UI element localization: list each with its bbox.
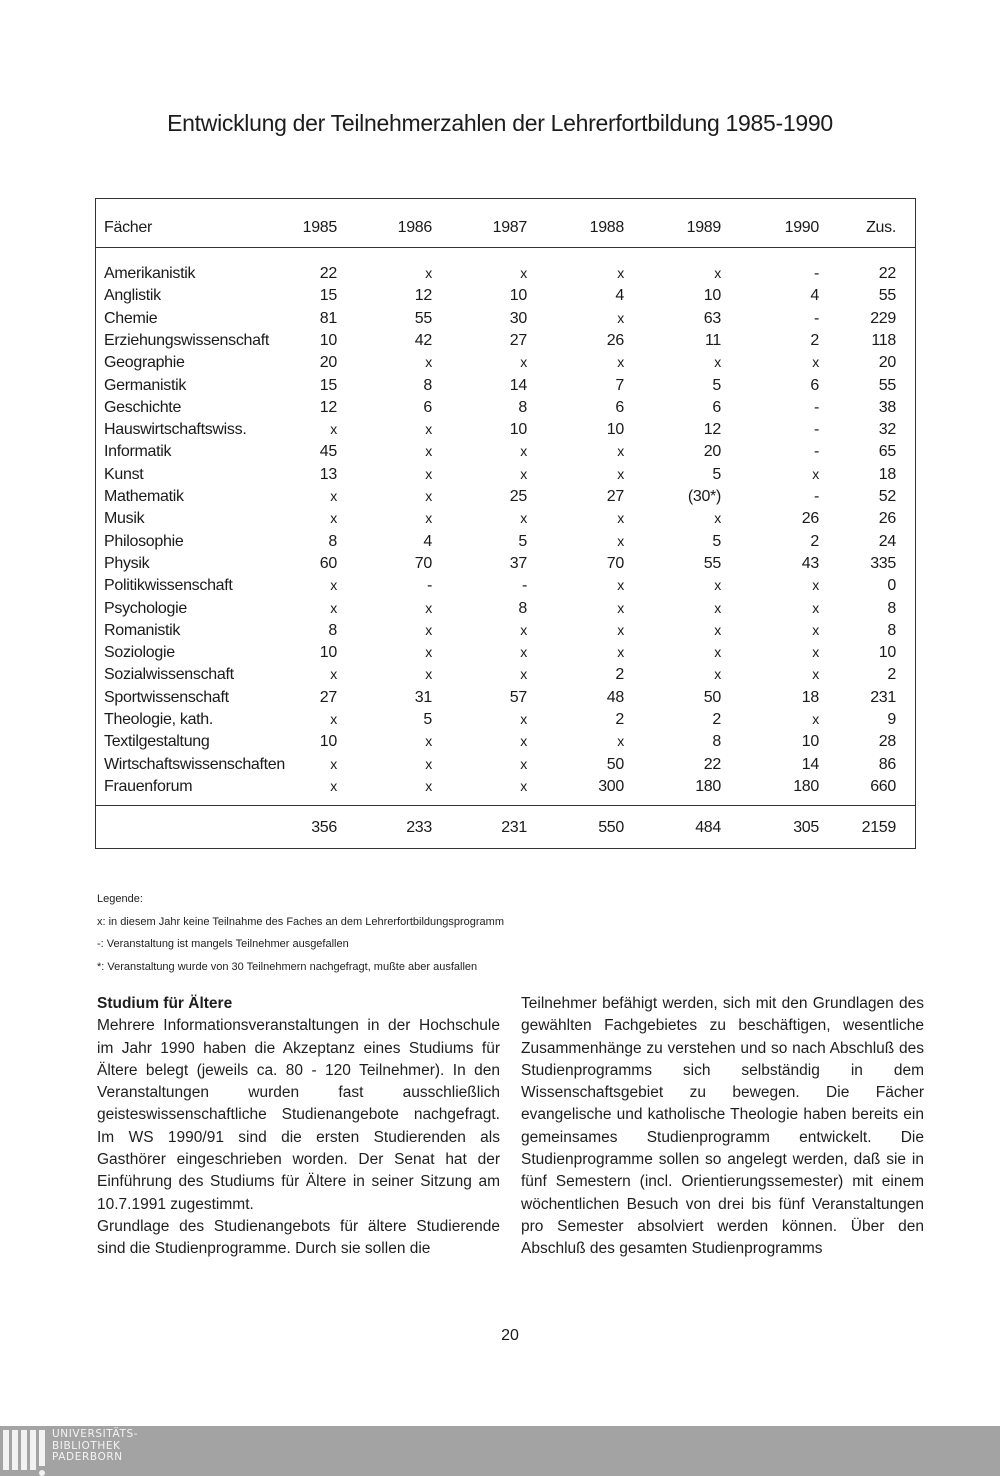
cell-value: x — [812, 577, 819, 594]
cell-value: 11 — [704, 331, 721, 349]
table-row — [96, 733, 915, 755]
total-1985: 356 — [311, 819, 337, 836]
cell-value: 30 — [509, 309, 527, 327]
subject-name: Wirtschaftswissenschaften — [104, 755, 286, 773]
cell-value: 55 — [878, 287, 896, 305]
cell-value: 22 — [319, 265, 337, 282]
cell-value: x — [330, 488, 337, 504]
cell-value: x — [617, 510, 624, 527]
article-heading: Studium für Ältere — [97, 995, 233, 1012]
cell-value: 8 — [328, 621, 337, 639]
cell-value: 2 — [615, 711, 624, 728]
table-row — [96, 711, 915, 733]
header-total: Zus. — [866, 219, 896, 236]
table-row — [96, 310, 915, 332]
cell-value: x — [714, 621, 721, 638]
cell-value: 24 — [878, 532, 896, 550]
cell-value: 70 — [414, 554, 432, 572]
subject-name: Politikwissenschaft — [104, 577, 233, 595]
grand-total: 2159 — [861, 819, 896, 836]
cell-value: 180 — [793, 777, 819, 795]
cell-value: 57 — [509, 688, 527, 706]
cell-value: x — [812, 666, 819, 683]
table-row — [96, 421, 915, 443]
cell-value: x — [425, 510, 432, 527]
total-1986: 233 — [406, 819, 432, 836]
cell-value: x — [812, 354, 819, 371]
cell-value: 14 — [801, 755, 819, 773]
cell-value: 38 — [878, 398, 896, 416]
cell-value: - — [813, 443, 819, 461]
cell-value: 8 — [887, 599, 896, 617]
cell-value: x — [425, 599, 432, 616]
legend-item-asterisk: *: Veranstaltung wurde von 30 Teilnehmern nachgefragt, mußte aber ausfallen — [97, 960, 478, 973]
cell-value: 10 — [606, 421, 624, 439]
cell-value: x — [425, 644, 432, 661]
cell-value: 300 — [598, 777, 624, 795]
cell-value: 5 — [712, 532, 721, 550]
header-1990: 1990 — [784, 219, 819, 236]
cell-value: 8 — [518, 398, 527, 416]
cell-value: x — [425, 421, 432, 438]
cell-value: 15 — [319, 287, 337, 305]
cell-value: 10 — [319, 331, 337, 349]
article-paragraph: Mehrere Informationsveranstaltungen in der Hochschule im Jahr 1990 haben die Akzeptanz eines Studiums für Ältere belegt (jeweils ca. 80 - 120 Teilnehmer). In den Veranstaltungen wurden fast ausschließlich geisteswissenschaftliche Studienangebote nachgefragt. Im WS 1990/91 sind die ersten Studierenden als Gasthörer eingeschrieben worden. Der Senat hat der Einführung des Studiums für Ältere in seiner Sitzung am 10.7.1991 zugestimmt. — [97, 1017, 500, 1213]
header-1985: 1985 — [302, 219, 337, 236]
cell-value: 10 — [509, 421, 527, 439]
cell-value: 55 — [414, 309, 432, 327]
total-1987: 231 — [501, 819, 527, 836]
cell-value: x — [812, 599, 819, 616]
cell-value: 50 — [606, 755, 624, 773]
cell-value: - — [521, 577, 527, 595]
cell-value: x — [330, 711, 337, 727]
cell-value: 5 — [518, 532, 527, 550]
cell-value: x — [425, 666, 432, 683]
table-row — [96, 533, 915, 555]
library-name-line-1: UNIVERSITÄTS- — [52, 1428, 139, 1440]
cell-value: 26 — [801, 510, 819, 528]
cell-value: x — [330, 510, 337, 527]
article-left-column — [97, 993, 500, 1261]
cell-value: x — [330, 755, 337, 772]
cell-value: 9 — [887, 711, 896, 728]
cell-value: 10 — [319, 644, 337, 662]
table-row — [96, 555, 915, 577]
cell-value: - — [813, 398, 819, 416]
total-1989: 484 — [695, 819, 721, 836]
cell-value: x — [425, 354, 432, 371]
cell-value: x — [425, 755, 432, 772]
cell-value: 8 — [518, 599, 527, 617]
cell-value: x — [812, 465, 819, 482]
cell-value: 86 — [878, 755, 896, 773]
cell-value: 27 — [606, 488, 624, 505]
table-row — [96, 466, 915, 488]
cell-value: x — [520, 644, 527, 661]
cell-value: x — [330, 599, 337, 616]
subject-name: Physik — [104, 554, 150, 572]
subject-name: Sozialwissenschaft — [104, 666, 234, 684]
cell-value: x — [617, 599, 624, 616]
cell-value: x — [330, 577, 337, 594]
subject-name: Germanistik — [104, 376, 187, 394]
cell-value: 20 — [703, 443, 721, 461]
subject-name: Kunst — [104, 465, 144, 483]
cell-value: 52 — [878, 488, 896, 505]
cell-value: - — [426, 577, 432, 595]
cell-value: x — [617, 532, 624, 549]
legend-title: Legende: — [97, 893, 143, 905]
subject-name: Soziologie — [104, 644, 175, 662]
article-paragraph: Grundlage des Studienangebots für ältere Studierende sind die Studienprogramme. Durch sie sollen die — [97, 1217, 500, 1258]
cell-value: x — [520, 755, 527, 772]
cell-value: x — [714, 354, 721, 371]
total-1988: 550 — [598, 819, 624, 836]
cell-value: x — [714, 599, 721, 616]
legend — [97, 893, 504, 983]
cell-value: 2 — [712, 711, 721, 728]
subject-name: Informatik — [104, 443, 172, 461]
table-row — [96, 377, 915, 399]
cell-value: x — [330, 666, 337, 683]
table-header-row — [96, 219, 915, 241]
cell-value: 48 — [606, 688, 624, 706]
cell-value: 229 — [870, 309, 896, 327]
cell-value: x — [714, 666, 721, 683]
cell-value: x — [520, 354, 527, 371]
subject-name: Erziehungswissenschaft — [104, 331, 270, 349]
library-name — [52, 1429, 138, 1464]
cell-value: 231 — [870, 688, 896, 706]
cell-value: 335 — [870, 554, 896, 572]
cell-value: 5 — [712, 465, 721, 483]
cell-value: 43 — [801, 554, 819, 572]
cell-value: x — [520, 777, 527, 794]
cell-value: 10 — [509, 287, 527, 305]
cell-value: - — [813, 488, 819, 505]
cell-value: x — [520, 621, 527, 638]
header-subjects: Fächer — [104, 219, 152, 236]
cell-value: 14 — [509, 376, 527, 394]
cell-value: 6 — [423, 398, 432, 416]
table-row — [96, 443, 915, 465]
cell-value: 10 — [878, 644, 896, 662]
cell-value: x — [425, 465, 432, 482]
cell-value: 37 — [509, 554, 527, 572]
cell-value: 7 — [615, 376, 624, 394]
subject-name: Philosophie — [104, 532, 184, 550]
cell-value: 8 — [712, 733, 721, 751]
totals-row — [96, 819, 915, 841]
cell-value: 20 — [319, 354, 337, 372]
subject-name: Theologie, kath. — [104, 711, 214, 728]
subject-name: Hauswirtschaftswiss. — [104, 421, 247, 439]
cell-value: 118 — [871, 331, 896, 349]
cell-value: x — [617, 309, 624, 326]
cell-value: 81 — [319, 309, 337, 327]
table-row — [96, 354, 915, 376]
cell-value: x — [520, 733, 527, 750]
cell-value: x — [425, 443, 432, 460]
cell-value: (30*) — [687, 488, 721, 505]
table-row — [96, 600, 915, 622]
table-row — [96, 666, 915, 688]
cell-value: 4 — [423, 532, 432, 550]
cell-value: 13 — [319, 465, 337, 483]
cell-value: 10 — [319, 733, 337, 751]
cell-value: 12 — [414, 287, 432, 305]
cell-value: 660 — [870, 777, 896, 795]
cell-value: 70 — [606, 554, 624, 572]
cell-value: 4 — [810, 287, 819, 305]
cell-value: 18 — [878, 465, 896, 483]
table-row — [96, 488, 915, 510]
cell-value: 26 — [606, 331, 624, 349]
cell-value: x — [617, 465, 624, 482]
totals-divider — [96, 805, 915, 806]
table-row — [96, 689, 915, 711]
cell-value: 22 — [703, 755, 721, 773]
cell-value: x — [617, 354, 624, 371]
cell-value: x — [330, 777, 337, 794]
table-row — [96, 577, 915, 599]
article-paragraph: Teilnehmer befähigt werden, sich mit den Grundlagen des gewählten Fachgebietes zu beschäftigen, wesentliche Zusammenhänge zu verstehen und so nach Abschluß des Studienprogramms sich selbständig in dem Wissenschaftsgebiet zu bewegen. Die Fächer evangelische und katholische Theologie haben bereits ein gemeinsames Studienprogramm entwickelt. Die Studienprogramme sollen so angelegt werden, daß sie in fünf Semestern (incl. Orientierungssemester) mit einem wöchentlichen Besuch von drei bis fünf Veranstaltungen pro Semester absolviert werden können. Über den Abschluß des gesamten Studienprogramms — [521, 995, 924, 1258]
cell-value: x — [520, 443, 527, 460]
cell-value: 25 — [509, 488, 527, 505]
cell-value: 2 — [887, 666, 896, 684]
cell-value: 65 — [878, 443, 896, 461]
cell-value: 27 — [509, 331, 527, 349]
cell-value: x — [714, 510, 721, 527]
table-row — [96, 332, 915, 354]
cell-value: x — [617, 644, 624, 661]
cell-value: x — [425, 265, 432, 281]
cell-value: x — [425, 777, 432, 794]
total-1990: 305 — [793, 819, 819, 836]
cell-value: 5 — [712, 376, 721, 394]
cell-value: x — [425, 621, 432, 638]
cell-value: 22 — [878, 265, 896, 282]
subject-name: Mathematik — [104, 488, 184, 505]
cell-value: x — [617, 577, 624, 594]
table-row — [96, 399, 915, 421]
cell-value: 15 — [319, 376, 337, 394]
table-row — [96, 778, 915, 800]
header-1988: 1988 — [589, 219, 624, 236]
cell-value: 0 — [887, 577, 896, 595]
header-divider — [96, 247, 915, 248]
cell-value: x — [617, 265, 624, 281]
cell-value: x — [520, 666, 527, 683]
cell-value: x — [812, 621, 819, 638]
table-row — [96, 644, 915, 666]
subject-name: Geographie — [104, 354, 185, 372]
cell-value: 28 — [878, 733, 896, 751]
cell-value: 2 — [810, 331, 819, 349]
table-row — [96, 287, 915, 309]
cell-value: 180 — [695, 777, 721, 795]
cell-value: 27 — [319, 688, 337, 706]
cell-value: 32 — [878, 421, 896, 439]
cell-value: 8 — [328, 532, 337, 550]
cell-value: 5 — [423, 711, 432, 728]
cell-value: - — [813, 265, 819, 282]
subject-name: Psychologie — [104, 599, 187, 617]
cell-value: x — [425, 488, 432, 504]
cell-value: x — [812, 644, 819, 661]
table-row — [96, 510, 915, 532]
cell-value: x — [812, 711, 819, 727]
cell-value: 45 — [319, 443, 337, 461]
cell-value: x — [714, 577, 721, 594]
participants-table — [95, 198, 916, 849]
subject-name: Textilgestaltung — [104, 733, 210, 751]
cell-value: 31 — [414, 688, 432, 706]
subject-name: Romanistik — [104, 621, 181, 639]
cell-value: x — [330, 421, 337, 438]
cell-value: x — [617, 733, 624, 750]
cell-value: 2 — [810, 532, 819, 550]
table-row — [96, 265, 915, 287]
subject-name: Musik — [104, 510, 145, 528]
cell-value: 6 — [615, 398, 624, 416]
subject-name: Geschichte — [104, 398, 182, 416]
article-right-column — [521, 993, 924, 1261]
subject-name: Amerikanistik — [104, 265, 196, 282]
cell-value: 10 — [703, 287, 721, 305]
subject-name: Frauenforum — [104, 777, 193, 795]
legend-item-x: x: in diesem Jahr keine Teilnahme des Faches an dem Lehrerfortbildungsprogramm — [97, 915, 505, 928]
header-1987: 1987 — [492, 219, 527, 236]
cell-value: x — [714, 644, 721, 661]
table-row — [96, 622, 915, 644]
cell-value: 55 — [703, 554, 721, 572]
cell-value: 26 — [878, 510, 896, 528]
cell-value: 12 — [703, 421, 721, 439]
library-name-line-2: BIBLIOTHEK — [52, 1439, 121, 1452]
header-1986: 1986 — [397, 219, 432, 236]
cell-value: 8 — [423, 376, 432, 394]
subject-name: Anglistik — [104, 287, 161, 305]
cell-value: x — [520, 711, 527, 727]
library-footer-banner — [0, 1426, 1000, 1476]
cell-value: 8 — [887, 621, 896, 639]
legend-item-dash: -: Veranstaltung ist mangels Teilnehmer ausgefallen — [97, 938, 349, 950]
subject-name: Sportwissenschaft — [104, 688, 229, 706]
cell-value: 60 — [319, 554, 337, 572]
cell-value: 50 — [703, 688, 721, 706]
cell-value: x — [425, 733, 432, 750]
document-title: Entwicklung der Teilnehmerzahlen der Lehrerfortbildung 1985-1990 — [167, 110, 833, 136]
cell-value: x — [520, 465, 527, 482]
cell-value: 10 — [801, 733, 819, 751]
cell-value: 55 — [878, 376, 896, 394]
cell-value: - — [813, 421, 819, 439]
cell-value: x — [714, 265, 721, 281]
table-row — [96, 756, 915, 778]
cell-value: - — [813, 309, 819, 327]
cell-value: 4 — [615, 287, 624, 305]
cell-value: 20 — [878, 354, 896, 372]
cell-value: x — [520, 265, 527, 281]
cell-value: 63 — [703, 309, 721, 327]
page-number: 20 — [501, 1327, 519, 1344]
header-1989: 1989 — [686, 219, 721, 236]
library-name-line-3: PADERBORN — [52, 1451, 123, 1463]
subject-name: Chemie — [104, 309, 158, 327]
cell-value: 42 — [414, 331, 432, 349]
cell-value: x — [520, 510, 527, 527]
cell-value: x — [617, 621, 624, 638]
cell-value: 6 — [810, 376, 819, 394]
cell-value: x — [617, 443, 624, 460]
cell-value: 12 — [319, 398, 337, 416]
cell-value: 18 — [801, 688, 819, 706]
cell-value: 6 — [712, 398, 721, 416]
cell-value: 2 — [615, 666, 624, 684]
